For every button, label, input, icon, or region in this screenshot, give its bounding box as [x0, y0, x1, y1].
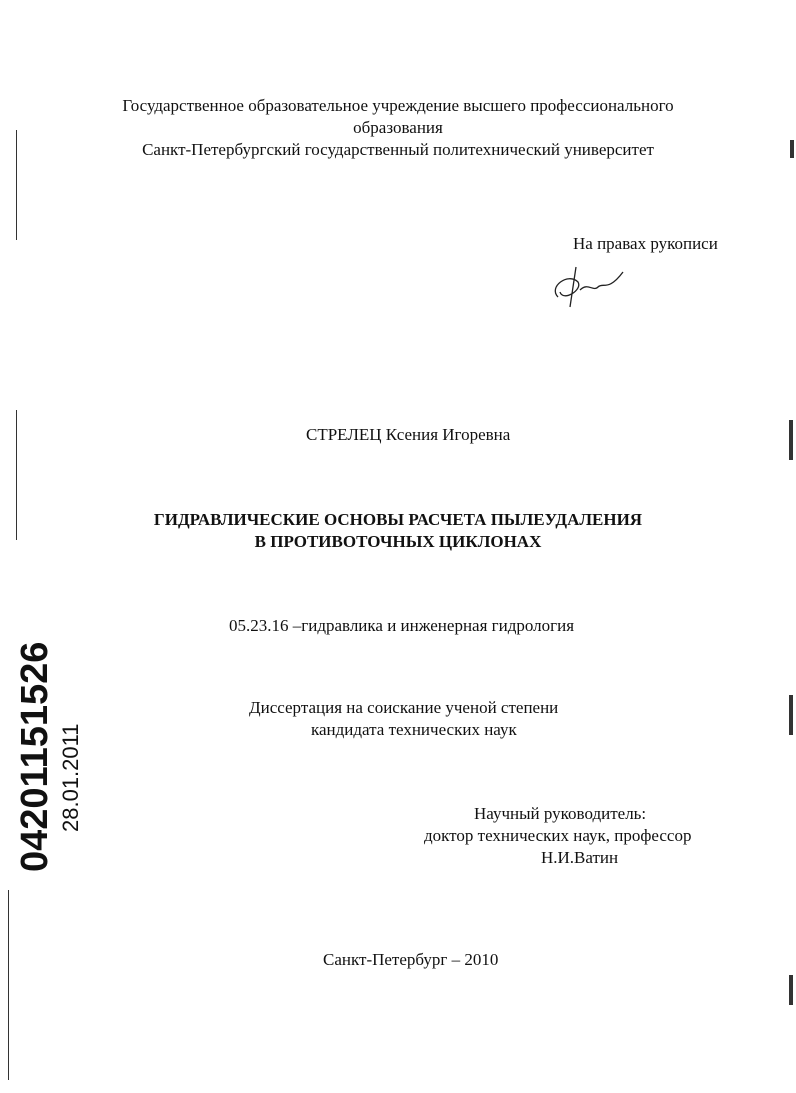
institution-line-2: образования [353, 118, 443, 137]
stamp-date: 28.01.2011 [58, 723, 83, 832]
scan-mark [789, 695, 793, 735]
supervisor-title: доктор технических наук, профессор [424, 826, 692, 845]
stamp-number: 04201151526 [14, 641, 56, 872]
university-name: Санкт-Петербургский государственный политехнический университет [142, 140, 654, 159]
scan-mark [16, 410, 17, 540]
scan-mark [790, 140, 794, 158]
degree-line-2: кандидата технических наук [311, 720, 517, 739]
thesis-title-line-1: ГИДРАВЛИЧЕСКИЕ ОСНОВЫ РАСЧЕТА ПЫЛЕУДАЛЕНИЯ [153, 510, 643, 529]
author-name: СТРЕЛЕЦ Ксения Игоревна [306, 425, 511, 444]
scan-mark [789, 975, 793, 1005]
supervisor-label: Научный руководитель: [474, 804, 647, 823]
manuscript-rights: На правах рукописи [573, 234, 718, 253]
specialty: 05.23.16 –гидравлика и инженерная гидрология [229, 616, 575, 635]
institution-line-1: Государственное образовательное учреждение высшего профессионального [122, 96, 674, 115]
degree-line-1: Диссертация на соискание ученой степени [249, 698, 559, 717]
scan-mark [16, 130, 17, 240]
thesis-title-line-2: В ПРОТИВОТОЧНЫХ ЦИКЛОНАХ [254, 532, 542, 551]
scan-mark [789, 420, 793, 460]
supervisor-name: Н.И.Ватин [541, 848, 619, 867]
place-year: Санкт-Петербург – 2010 [323, 950, 499, 969]
signature [548, 262, 628, 312]
scan-mark [8, 890, 9, 1080]
